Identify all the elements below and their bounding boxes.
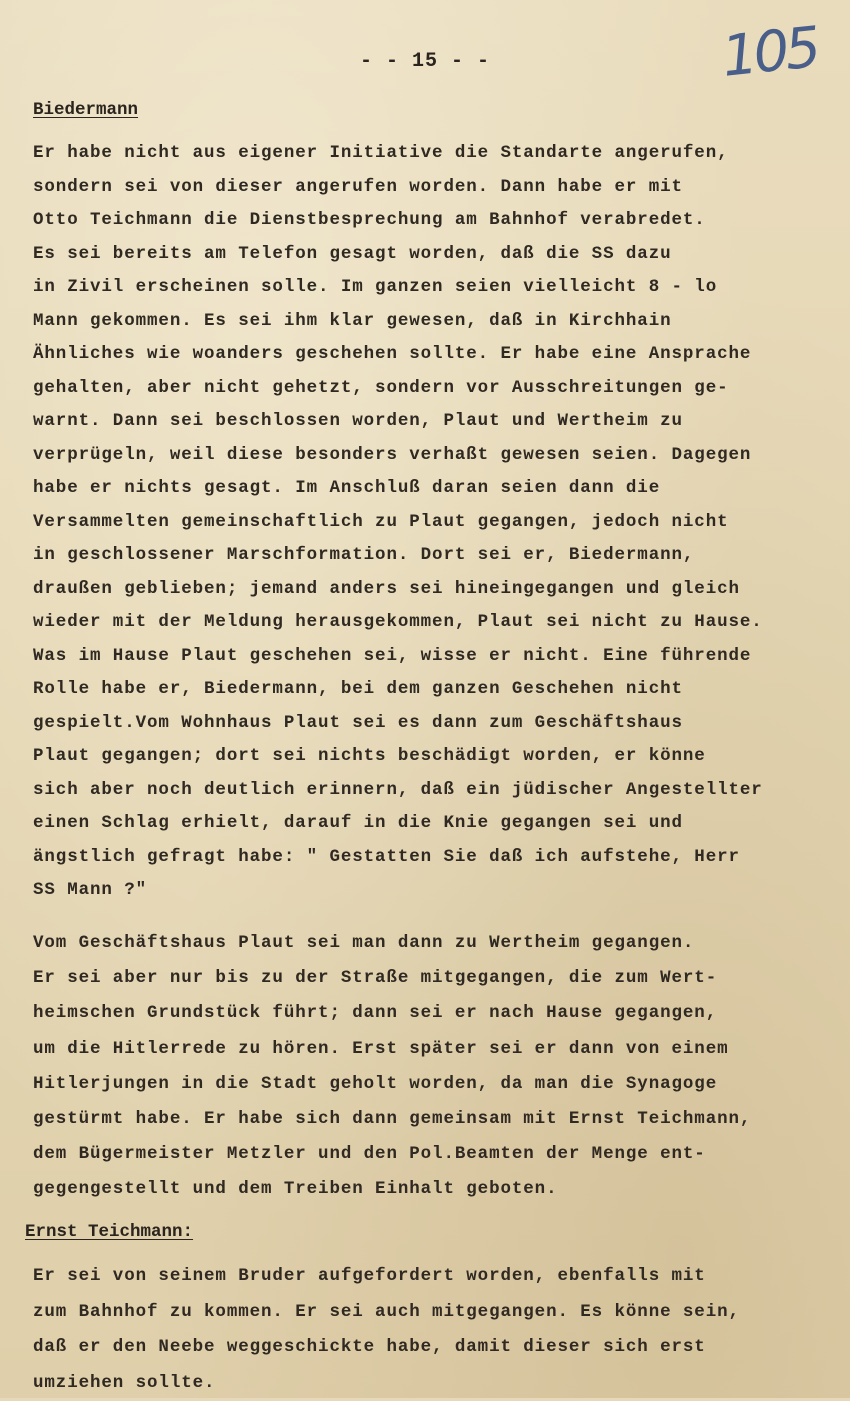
- text-line: gegengestellt und dem Treiben Einhalt geboten.: [33, 1172, 838, 1207]
- handwritten-page-number: 105: [719, 15, 820, 90]
- text-line: Versammelten gemeinschaftlich zu Plaut gegangen, jedoch nicht: [33, 506, 838, 540]
- text-line: Er habe nicht aus eigener Initiative die Standarte angerufen,: [33, 137, 838, 171]
- text-line: sich aber noch deutlich erinnern, daß ein jüdischer Angestellter: [33, 774, 838, 808]
- page-number: - - 15 - -: [0, 50, 850, 73]
- text-line: Ähnliches wie woanders geschehen sollte. Er habe eine Ansprache: [33, 338, 838, 372]
- text-line: heimschen Grundstück führt; dann sei er nach Hause gegangen,: [33, 996, 838, 1031]
- text-line: Rolle habe er, Biedermann, bei dem ganzen Geschehen nicht: [33, 673, 838, 707]
- text-line: um die Hitlerrede zu hören. Erst später sei er dann von einem: [33, 1032, 838, 1067]
- text-line: ängstlich gefragt habe: " Gestatten Sie daß ich aufstehe, Herr: [33, 841, 838, 875]
- text-line: gehalten, aber nicht gehetzt, sondern vor Ausschreitungen ge-: [33, 372, 838, 406]
- paragraph-ernst-teichmann: [33, 1259, 838, 1401]
- text-line: sondern sei von dieser angerufen worden. Dann habe er mit: [33, 171, 838, 205]
- text-line: wieder mit der Meldung herausgekommen, Plaut sei nicht zu Hause.: [33, 606, 838, 640]
- text-line: daß er den Neebe weggeschickte habe, damit dieser sich erst: [33, 1330, 838, 1366]
- text-line: in geschlossener Marschformation. Dort sei er, Biedermann,: [33, 539, 838, 573]
- text-line: umziehen sollte.: [33, 1366, 838, 1401]
- text-line: Was im Hause Plaut geschehen sei, wisse er nicht. Eine führende: [33, 640, 838, 674]
- text-line: Mann gekommen. Es sei ihm klar gewesen, daß in Kirchhain: [33, 305, 838, 339]
- section-heading-ernst-teichmann: Ernst Teichmann:: [25, 1222, 193, 1242]
- text-line: habe er nichts gesagt. Im Anschluß daran seien dann die: [33, 472, 838, 506]
- text-line: Otto Teichmann die Dienstbesprechung am Bahnhof verabredet.: [33, 204, 838, 238]
- text-line: Vom Geschäftshaus Plaut sei man dann zu Wertheim gegangen.: [33, 926, 838, 961]
- text-line: in Zivil erscheinen solle. Im ganzen seien vielleicht 8 - lo: [33, 271, 838, 305]
- text-line: warnt. Dann sei beschlossen worden, Plaut und Wertheim zu: [33, 405, 838, 439]
- paragraph-biedermann-2: [33, 926, 838, 1208]
- section-heading-biedermann: Biedermann: [33, 100, 138, 120]
- text-line: gestürmt habe. Er habe sich dann gemeinsam mit Ernst Teichmann,: [33, 1102, 838, 1137]
- text-line: dem Bügermeister Metzler und den Pol.Beamten der Menge ent-: [33, 1137, 838, 1172]
- paragraph-biedermann-1: [33, 137, 838, 908]
- text-line: zum Bahnhof zu kommen. Er sei auch mitgegangen. Es könne sein,: [33, 1295, 838, 1331]
- text-line: SS Mann ?": [33, 874, 838, 908]
- text-line: Hitlerjungen in die Stadt geholt worden, da man die Synagoge: [33, 1067, 838, 1102]
- text-line: Er sei aber nur bis zu der Straße mitgegangen, die zum Wert-: [33, 961, 838, 996]
- text-line: Es sei bereits am Telefon gesagt worden, daß die SS dazu: [33, 238, 838, 272]
- text-line: Plaut gegangen; dort sei nichts beschädigt worden, er könne: [33, 740, 838, 774]
- text-line: Er sei von seinem Bruder aufgefordert worden, ebenfalls mit: [33, 1259, 838, 1295]
- text-line: verprügeln, weil diese besonders verhaßt gewesen seien. Dagegen: [33, 439, 838, 473]
- text-line: gespielt.Vom Wohnhaus Plaut sei es dann zum Geschäftshaus: [33, 707, 838, 741]
- text-line: draußen geblieben; jemand anders sei hineingegangen und gleich: [33, 573, 838, 607]
- text-line: einen Schlag erhielt, darauf in die Knie gegangen sei und: [33, 807, 838, 841]
